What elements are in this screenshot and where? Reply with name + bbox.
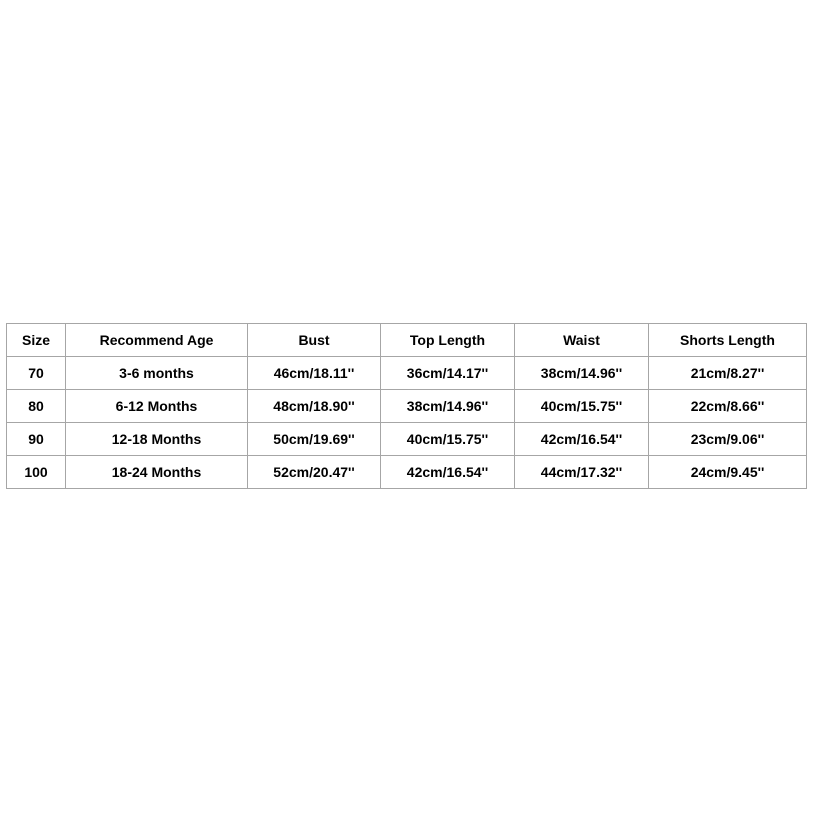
cell-recommend-age: 18-24 Months xyxy=(66,456,248,489)
header-bust: Bust xyxy=(248,324,381,357)
cell-waist: 44cm/17.32'' xyxy=(515,456,649,489)
cell-size: 80 xyxy=(7,390,66,423)
cell-waist: 40cm/15.75'' xyxy=(515,390,649,423)
cell-waist: 42cm/16.54'' xyxy=(515,423,649,456)
table-row xyxy=(7,423,807,456)
cell-bust: 52cm/20.47'' xyxy=(248,456,381,489)
header-recommend-age: Recommend Age xyxy=(66,324,248,357)
cell-size: 70 xyxy=(7,357,66,390)
header-row xyxy=(7,324,807,357)
cell-shorts-length: 22cm/8.66'' xyxy=(649,390,807,423)
cell-bust: 48cm/18.90'' xyxy=(248,390,381,423)
cell-top-length: 38cm/14.96'' xyxy=(381,390,515,423)
cell-recommend-age: 3-6 months xyxy=(66,357,248,390)
table-row xyxy=(7,357,807,390)
header-top-length: Top Length xyxy=(381,324,515,357)
cell-recommend-age: 12-18 Months xyxy=(66,423,248,456)
table-header xyxy=(7,324,807,357)
cell-waist: 38cm/14.96'' xyxy=(515,357,649,390)
cell-shorts-length: 24cm/9.45'' xyxy=(649,456,807,489)
cell-recommend-age: 6-12 Months xyxy=(66,390,248,423)
header-size: Size xyxy=(7,324,66,357)
size-chart-table xyxy=(6,323,807,489)
table-body xyxy=(7,357,807,489)
table-row xyxy=(7,456,807,489)
cell-shorts-length: 21cm/8.27'' xyxy=(649,357,807,390)
cell-bust: 46cm/18.11'' xyxy=(248,357,381,390)
table-row xyxy=(7,390,807,423)
cell-shorts-length: 23cm/9.06'' xyxy=(649,423,807,456)
header-shorts-length: Shorts Length xyxy=(649,324,807,357)
cell-top-length: 40cm/15.75'' xyxy=(381,423,515,456)
cell-top-length: 42cm/16.54'' xyxy=(381,456,515,489)
cell-top-length: 36cm/14.17'' xyxy=(381,357,515,390)
cell-size: 100 xyxy=(7,456,66,489)
cell-bust: 50cm/19.69'' xyxy=(248,423,381,456)
header-waist: Waist xyxy=(515,324,649,357)
cell-size: 90 xyxy=(7,423,66,456)
